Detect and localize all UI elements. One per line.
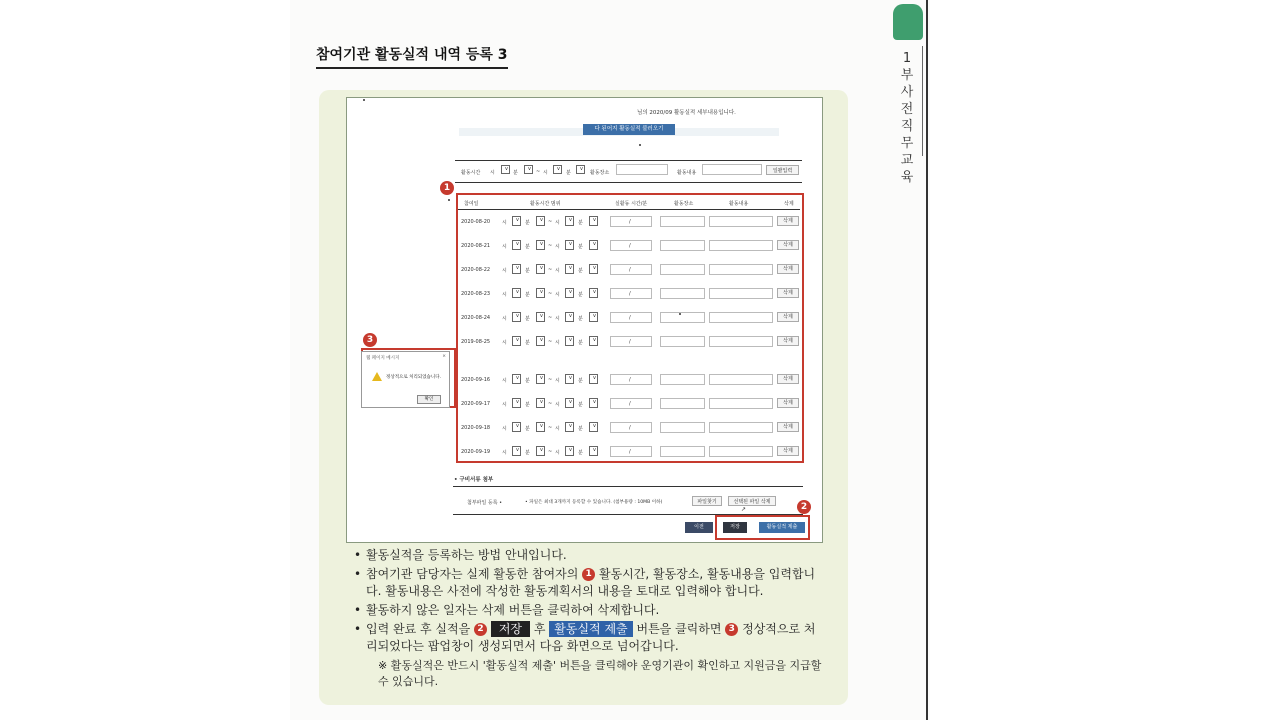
load-previous-button[interactable]: 다 된어지 활동실적 불러오기	[583, 124, 675, 135]
note-text: 참여기관 담당자는 실제 활동한 참여자의	[366, 567, 579, 581]
row-minute2-select[interactable]: v	[589, 312, 598, 322]
row-date: 2020-09-18	[461, 425, 491, 431]
content-input[interactable]	[702, 164, 762, 175]
filter-minute-select[interactable]: v	[524, 165, 533, 174]
row-slash: /	[629, 243, 631, 249]
highlight-frame-2	[715, 515, 810, 540]
row-slash: /	[629, 401, 631, 407]
row-hour-label: 시	[502, 316, 507, 322]
row-hour2-label: 시	[555, 450, 560, 456]
row-hour2-label: 시	[555, 402, 560, 408]
row-hour2-label: 시	[555, 244, 560, 250]
inline-badge-3: 3	[725, 623, 738, 636]
inline-badge-2: 2	[474, 623, 487, 636]
row-hour2-select[interactable]: v	[565, 422, 574, 432]
row-hour-label: 시	[502, 220, 507, 226]
row-hour-select[interactable]: v	[512, 216, 521, 226]
row-minute-select[interactable]: v	[536, 264, 545, 274]
row-hour2-select[interactable]: v	[565, 374, 574, 384]
prev-button[interactable]: 이전	[685, 522, 713, 533]
row-date: 2020-09-19	[461, 449, 491, 455]
row-range-dash: ~	[548, 377, 553, 383]
row-range-dash: ~	[548, 339, 553, 345]
chapter-tab	[893, 4, 923, 40]
row-hour-select[interactable]: v	[512, 264, 521, 274]
row-delete-button[interactable]: 삭제	[777, 398, 799, 408]
dot-mark	[363, 99, 365, 101]
row-hour-label: 시	[502, 426, 507, 432]
row-minute-select[interactable]: v	[536, 374, 545, 384]
badge-3: 3	[363, 333, 377, 347]
row-minute2-select[interactable]: v	[589, 446, 598, 456]
row-hour-select[interactable]: v	[512, 422, 521, 432]
footnote: ※ 활동실적은 반드시 '활동실적 제출' 버튼을 클릭해야 운영기관이 확인하고 지원금을 지급할 수 있습니다.	[378, 659, 822, 688]
row-range-dash: ~	[548, 401, 553, 407]
row-minute2-select[interactable]: v	[589, 374, 598, 384]
filter-minute2-label: 분	[566, 170, 571, 176]
close-icon[interactable]: ×	[442, 354, 446, 359]
row-minute-label: 분	[525, 244, 530, 250]
side-rule	[922, 46, 923, 156]
row-slash: /	[629, 449, 631, 455]
col-time-range: 활동시간 범위	[530, 201, 561, 207]
row-minute-select[interactable]: v	[536, 288, 545, 298]
row-minute2-select[interactable]: v	[589, 264, 598, 274]
col-place: 활동장소	[674, 201, 694, 207]
content-label: 활동내용	[677, 170, 697, 176]
filter-top-rule	[455, 160, 802, 161]
note-item	[354, 547, 824, 564]
row-hour-select[interactable]: v	[512, 240, 521, 250]
row-delete-button[interactable]: 삭제	[777, 288, 799, 298]
row-hour-label: 시	[502, 268, 507, 274]
warning-icon	[372, 372, 382, 381]
cursor-mark: ↗	[741, 506, 747, 513]
row-slash: /	[629, 339, 631, 345]
row-hour2-select[interactable]: v	[565, 288, 574, 298]
row-hour2-label: 시	[555, 220, 560, 226]
row-minute2-label: 분	[578, 268, 583, 274]
row-hour-select[interactable]: v	[512, 312, 521, 322]
highlight-frame-1	[456, 193, 804, 463]
note-item	[354, 621, 824, 690]
row-minute2-select[interactable]: v	[589, 240, 598, 250]
popup-title: 웹 페이지 메시지	[366, 356, 400, 361]
row-delete-button[interactable]: 삭제	[777, 216, 799, 226]
filter-minute2-select[interactable]: v	[576, 165, 585, 174]
row-minute-label: 분	[525, 402, 530, 408]
row-minute2-label: 분	[578, 402, 583, 408]
row-minute2-select[interactable]: v	[589, 398, 598, 408]
row-minute-label: 분	[525, 316, 530, 322]
save-chip: 저장	[491, 621, 530, 637]
row-range-dash: ~	[548, 243, 553, 249]
chapter-label: 1부 사전직무교육	[900, 51, 914, 185]
popup-message: 정상적으로 처리되었습니다.	[386, 375, 442, 380]
row-range-dash: ~	[548, 267, 553, 273]
row-hour2-select[interactable]: v	[565, 240, 574, 250]
row-hour-select[interactable]: v	[512, 374, 521, 384]
row-range-dash: ~	[548, 315, 553, 321]
note-item	[354, 566, 824, 600]
row-minute-select[interactable]: v	[536, 446, 545, 456]
row-hour-select[interactable]: v	[512, 288, 521, 298]
row-hour-label: 시	[502, 292, 507, 298]
filter-hour2-select[interactable]: v	[553, 165, 562, 174]
place-input[interactable]	[616, 164, 668, 175]
row-minute-select[interactable]: v	[536, 312, 545, 322]
row-minute-select[interactable]: v	[536, 336, 545, 346]
row-range-dash: ~	[548, 425, 553, 431]
row-date: 2020-08-20	[461, 219, 491, 225]
row-minute-select[interactable]: v	[536, 422, 545, 432]
row-hour2-select[interactable]: v	[565, 264, 574, 274]
row-hour2-select[interactable]: v	[565, 398, 574, 408]
row-minute2-select[interactable]: v	[589, 336, 598, 346]
inline-badge-1: 1	[582, 568, 595, 581]
row-slash: /	[629, 291, 631, 297]
note-text: 후	[533, 622, 546, 636]
row-minute-label: 분	[525, 268, 530, 274]
row-slash: /	[629, 425, 631, 431]
row-delete-button[interactable]: 삭제	[777, 374, 799, 384]
section-title: 참여기관 활동실적 내역 등록 3	[316, 44, 508, 69]
row-minute2-label: 분	[578, 220, 583, 226]
filter-hour-label: 시	[490, 170, 495, 176]
row-date: 2020-08-24	[461, 315, 491, 321]
row-minute2-label: 분	[578, 316, 583, 322]
attach-heading: • 구비서류 첨부	[454, 477, 494, 483]
row-hour-label: 시	[502, 340, 507, 346]
row-delete-button[interactable]: 삭제	[777, 240, 799, 250]
dot-mark	[448, 199, 450, 201]
row-hour-label: 시	[502, 378, 507, 384]
row-range-dash: ~	[548, 219, 553, 225]
page-edge	[926, 0, 928, 720]
filter-hour-select[interactable]: v	[501, 165, 510, 174]
row-minute-select[interactable]: v	[536, 216, 545, 226]
row-hour2-select[interactable]: v	[565, 312, 574, 322]
col-content: 활동내용	[729, 201, 749, 207]
row-minute-select[interactable]: v	[536, 240, 545, 250]
row-slash: /	[629, 377, 631, 383]
row-hour2-select[interactable]: v	[565, 216, 574, 226]
row-minute-label: 분	[525, 292, 530, 298]
row-hour2-label: 시	[555, 292, 560, 298]
row-hour-label: 시	[502, 402, 507, 408]
row-minute2-label: 분	[578, 292, 583, 298]
col-date: 참여일	[464, 201, 479, 207]
row-hour-label: 시	[502, 244, 507, 250]
row-hour-select[interactable]: v	[512, 398, 521, 408]
note-item	[354, 602, 824, 619]
dot-mark	[639, 144, 641, 146]
filter-hour2-label: 시	[543, 170, 548, 176]
row-date: 2020-08-23	[461, 291, 491, 297]
save-button[interactable]: 저장	[723, 522, 747, 533]
row-slash: /	[629, 267, 631, 273]
attach-top-rule	[453, 486, 803, 487]
row-date: 2019-08-25	[461, 339, 491, 345]
row-hour2-label: 시	[555, 268, 560, 274]
filter-bottom-rule	[455, 182, 802, 183]
col-delete: 삭제	[784, 201, 794, 207]
bulk-input-button[interactable]: 일괄입력	[766, 165, 799, 175]
attach-label: 첨부파일 등록 •	[467, 500, 503, 506]
row-delete-button[interactable]: 삭제	[777, 264, 799, 274]
find-file-button[interactable]: 파일찾기	[692, 496, 722, 506]
submit-button[interactable]: 활동실적 제출	[759, 522, 805, 533]
row-minute2-label: 분	[578, 378, 583, 384]
row-minute2-label: 분	[578, 450, 583, 456]
filter-minute-label: 분	[513, 170, 518, 176]
col-actual-time: 실활동 시간/분	[615, 201, 648, 207]
row-date: 2020-08-22	[461, 267, 491, 273]
row-minute2-select[interactable]: v	[589, 216, 598, 226]
row-minute2-select[interactable]: v	[589, 422, 598, 432]
row-minute2-select[interactable]: v	[589, 288, 598, 298]
form-header-text: 님의 2020/09 활동실적 세부내용입니다.	[637, 110, 736, 116]
row-minute2-label: 분	[578, 244, 583, 250]
row-delete-button[interactable]: 삭제	[777, 336, 799, 346]
row-hour2-label: 시	[555, 426, 560, 432]
row-hour2-select[interactable]: v	[565, 446, 574, 456]
filter-range-dash: ~	[536, 169, 541, 175]
note-text: 활동하지 않은 일자는 삭제 버튼을 클릭하여 삭제합니다.	[366, 603, 660, 617]
note-text: 활동실적을 등록하는 방법 안내입니다.	[366, 548, 567, 562]
place-label: 활동장소	[590, 170, 610, 176]
attach-note: • 파일은 최대 3개까지 등록할 수 있습니다. (첨부용량 : 10MB 이하)	[525, 500, 663, 505]
row-minute2-label: 분	[578, 340, 583, 346]
row-slash: /	[629, 315, 631, 321]
row-delete-button[interactable]: 삭제	[777, 446, 799, 456]
row-range-dash: ~	[548, 291, 553, 297]
instruction-notes	[354, 547, 824, 692]
row-minute-select[interactable]: v	[536, 398, 545, 408]
row-delete-button[interactable]: 삭제	[777, 422, 799, 432]
row-minute-label: 분	[525, 450, 530, 456]
delete-file-button[interactable]: 선택된 파일 삭제	[728, 496, 776, 506]
row-hour-label: 시	[502, 450, 507, 456]
row-hour-select[interactable]: v	[512, 336, 521, 346]
popup-ok-button[interactable]: 확인	[417, 395, 441, 404]
row-hour2-select[interactable]: v	[565, 336, 574, 346]
note-text: 활동시간, 활동장소, 활동내용을 입력합니다. 활동내용은 사전에 작성한 활동계획서의 내용을 토대로 입력해야 합니다.	[366, 567, 816, 598]
row-delete-button[interactable]: 삭제	[777, 312, 799, 322]
row-date: 2020-09-16	[461, 377, 491, 383]
row-hour2-label: 시	[555, 378, 560, 384]
note-text: 버튼을 클릭하면	[636, 622, 722, 636]
row-minute-label: 분	[525, 220, 530, 226]
badge-1: 1	[440, 181, 454, 195]
row-date: 2020-09-17	[461, 401, 491, 407]
row-slash: /	[629, 219, 631, 225]
row-range-dash: ~	[548, 449, 553, 455]
popup-dialog	[361, 351, 450, 408]
badge-2: 2	[797, 500, 811, 514]
row-date: 2020-08-21	[461, 243, 491, 249]
time-label: 활동시간	[461, 170, 481, 176]
row-minute-label: 분	[525, 378, 530, 384]
row-hour2-label: 시	[555, 316, 560, 322]
submit-chip: 활동실적 제출	[549, 621, 632, 637]
row-minute2-label: 분	[578, 426, 583, 432]
row-minute-label: 분	[525, 426, 530, 432]
row-hour-select[interactable]: v	[512, 446, 521, 456]
note-text: 정상적으로 처리되었다는 팝업창이 생성되면서 다음 화면으로 넘어갑니다.	[366, 622, 816, 653]
row-minute-label: 분	[525, 340, 530, 346]
note-text: 입력 완료 후 실적을	[366, 622, 471, 636]
row-hour2-label: 시	[555, 340, 560, 346]
